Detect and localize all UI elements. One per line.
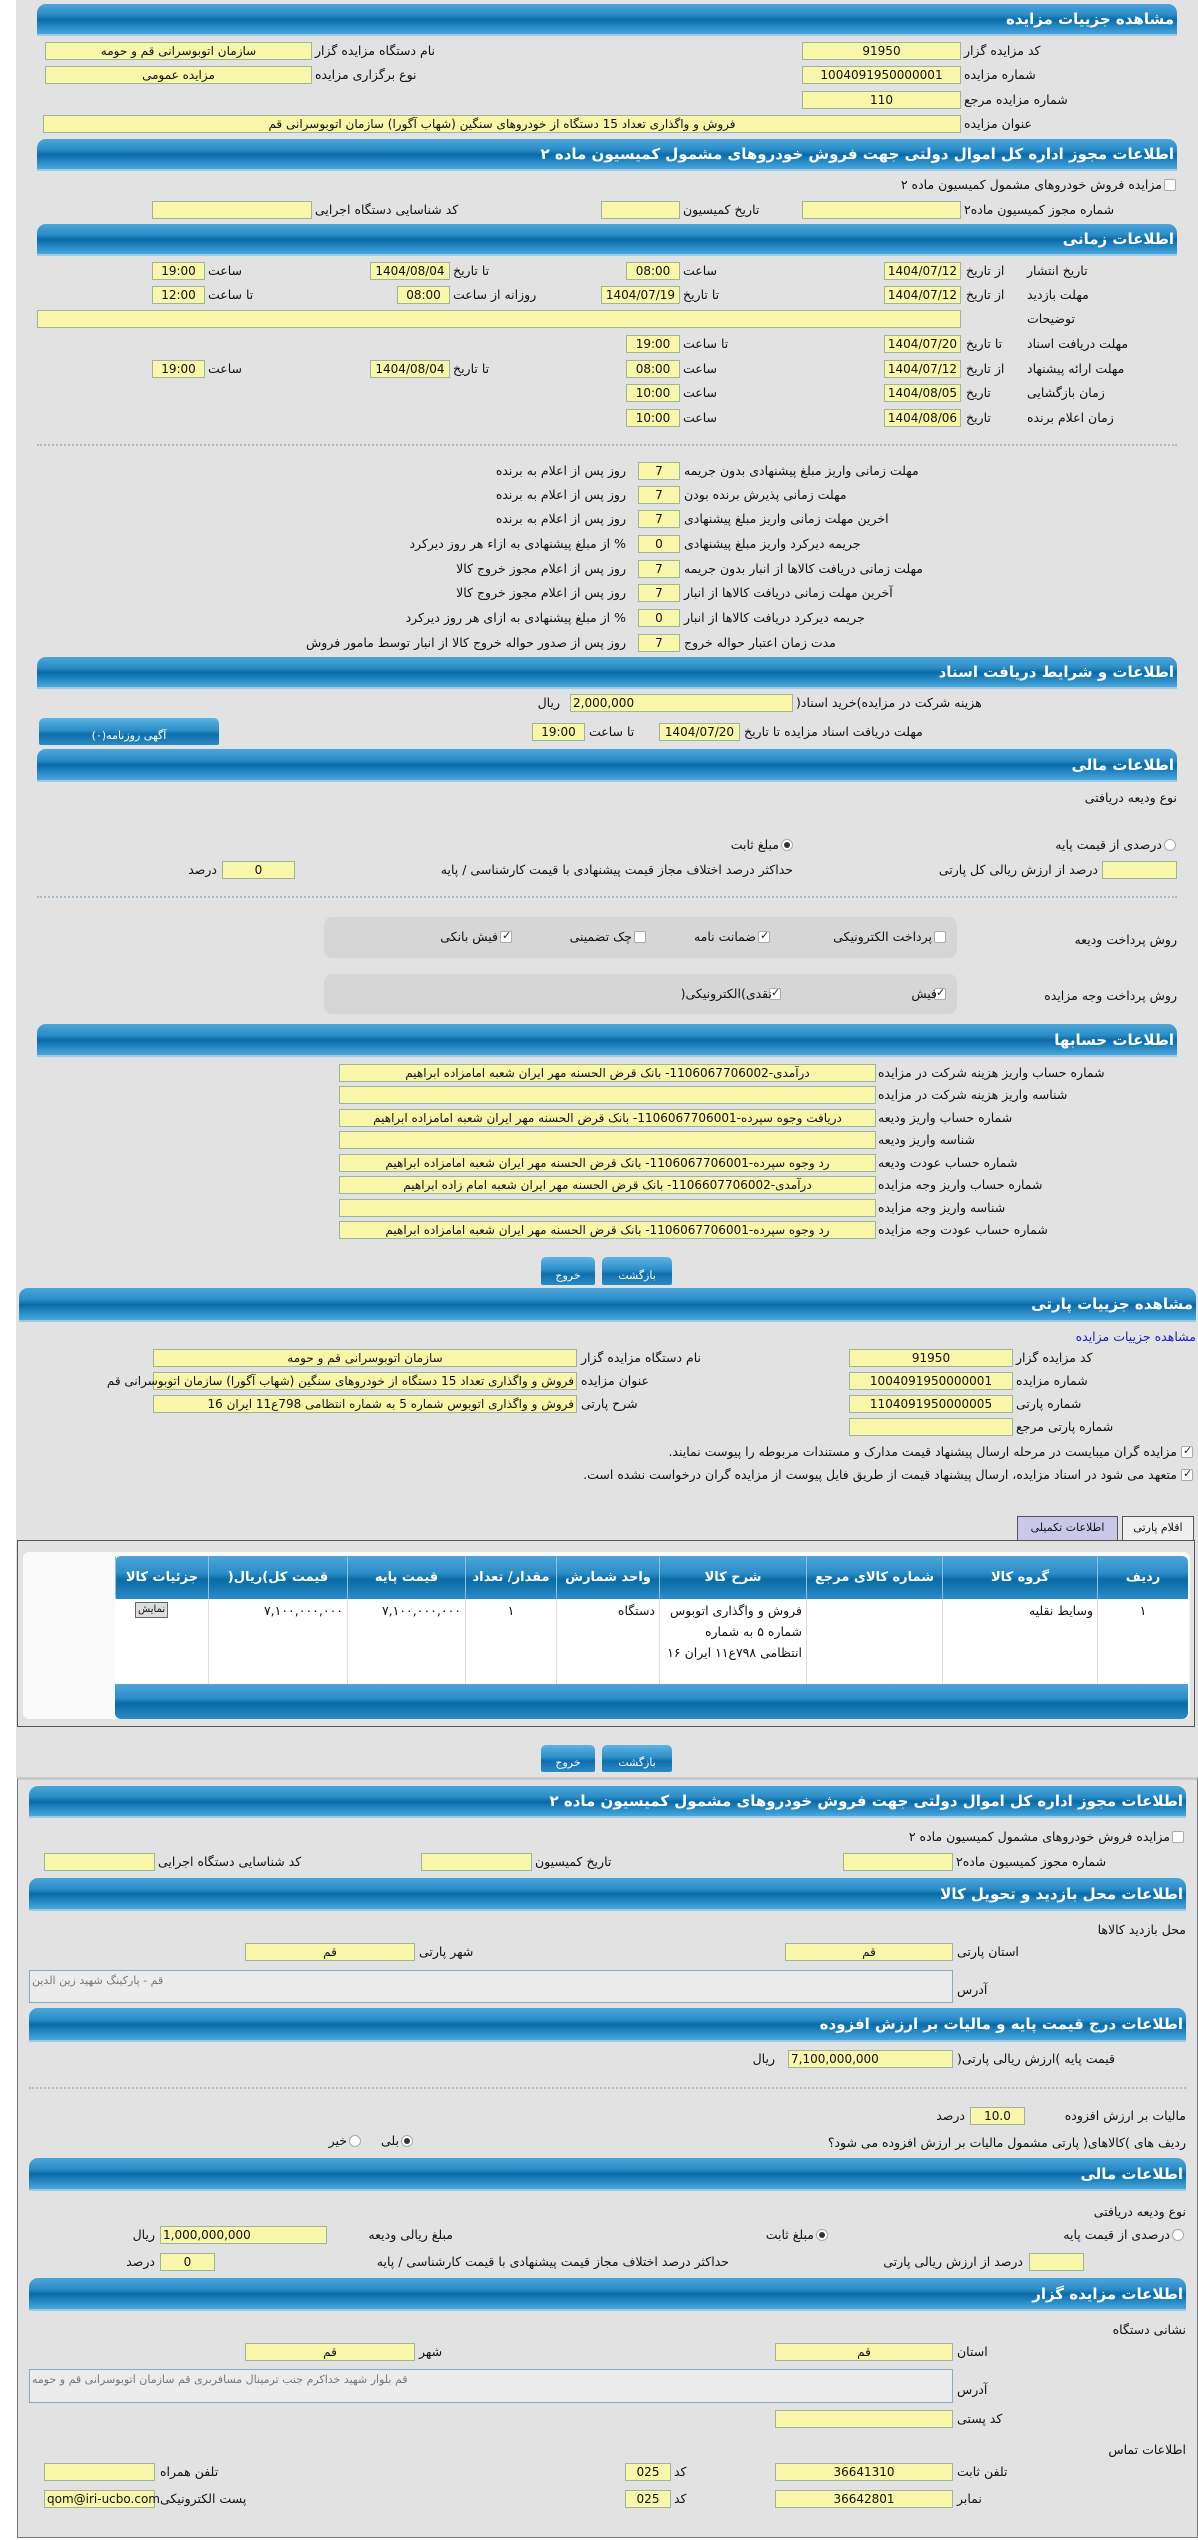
- winner-date[interactable]: 1404/08/06: [884, 409, 961, 427]
- newspaper-ad-button[interactable]: آگهی روزنامه(۰): [39, 718, 219, 745]
- deposit-method-3-label: فیش بانکی: [440, 929, 498, 944]
- visit-label: مهلت بازدید: [1027, 287, 1089, 302]
- lot-auction-title-label: عنوان مزایده: [581, 1373, 649, 1388]
- visit-daily-label: روزانه از ساعت: [453, 287, 537, 302]
- lot-auction-title-field[interactable]: فروش و واگذاری تعداد 15 دستگاه از خودروهای سنگین (شهاب آگورا) سازمان اتوبوسرانی قم: [153, 1372, 577, 1390]
- account-field[interactable]: رد وجوه سپرده-1106067706001- بانک قرض الحسنه مهر ایران شعبه امامزاده ابراهیم: [339, 1221, 876, 1239]
- deposit-method-0-checkbox[interactable]: [934, 931, 946, 943]
- doc-fee-label: هزینه شرکت در مزایده)خرید اسناد(: [796, 695, 982, 710]
- deposit2-percent-field[interactable]: [1029, 2253, 1084, 2271]
- deadline-label: مهلت زمانی پذیرش برنده بودن: [684, 487, 847, 502]
- deadline-suffix: روز پس از اعلام مجوز خروج کالا: [456, 561, 626, 576]
- commission-date-field[interactable]: [601, 201, 680, 219]
- commission-vehicle-sale-checkbox[interactable]: [1164, 179, 1176, 191]
- lot-lot-number-field[interactable]: 1104091950000005: [849, 1395, 1013, 1413]
- commission2-vehicle-sale-checkbox[interactable]: [1172, 1831, 1184, 1843]
- vat-unit: درصد: [936, 2108, 965, 2123]
- phone-code-field[interactable]: 025: [625, 2463, 671, 2481]
- commitment-0-checkbox[interactable]: [1181, 1446, 1193, 1458]
- commission-date-label: تاریخ کمیسیون: [683, 202, 760, 217]
- base-price-field[interactable]: 7,100,000,000: [788, 2050, 953, 2068]
- account-label: شناسه واریز ودیعه: [878, 1132, 975, 1147]
- visit-from-date[interactable]: 1404/07/12: [884, 286, 961, 304]
- publish-from-date[interactable]: 1404/07/12: [884, 262, 961, 280]
- deposit-method-2-label: چک تضمینی: [569, 929, 632, 944]
- auction-details-link[interactable]: مشاهده جزییات مزایده: [1075, 1329, 1196, 1344]
- table-cell-quantity: ۱: [465, 1600, 556, 1684]
- deposit-method-1-label: ضمانت نامه: [693, 929, 756, 944]
- deposit-type-label: نوع ودیعه دریافتی: [1084, 790, 1177, 805]
- auctioneer-name-field[interactable]: سازمان اتوبوسرانی قم و حومه: [45, 42, 312, 60]
- doc-deadline-date[interactable]: 1404/07/20: [659, 723, 740, 741]
- commission2-date-label: تاریخ کمیسیون: [535, 1854, 612, 1869]
- deposit-amount-currency: ریال: [132, 2227, 155, 2242]
- deadline-suffix: روز پس از اعلام به برنده: [495, 487, 626, 502]
- fax-code-label: کد: [674, 2491, 687, 2506]
- header-auctioneer: اطلاعات مزایده گزار: [29, 2278, 1186, 2311]
- mobile-field[interactable]: [44, 2463, 155, 2481]
- commission-permit-field[interactable]: [802, 201, 961, 219]
- opening-date-label: تاریخ: [966, 385, 991, 400]
- visit-daily-from[interactable]: 08:00: [397, 286, 450, 304]
- email-field[interactable]: qom@iri-ucbo.com: [44, 2490, 155, 2508]
- auctioneer-address-label: آدرس: [957, 2382, 988, 2397]
- auctioneer-name-label: نام دستگاه مزایده گزار: [315, 43, 436, 58]
- commission-permit-label: شماره مجوز کمیسیون ماده۲: [964, 202, 1115, 217]
- reference-number-field[interactable]: 110: [802, 91, 961, 109]
- column-header-quantity: مقدار/ تعداد: [465, 1556, 556, 1599]
- deadline-label: جریمه دیرکرد واریز مبلغ پیشنهادی: [684, 536, 861, 551]
- doc-deadline-time[interactable]: 19:00: [532, 723, 585, 741]
- lot-auctioneer-code-label: کد مزایده گزار: [1016, 1350, 1093, 1365]
- publish-to-label: تا تاریخ: [453, 263, 490, 278]
- base-price-currency: ریال: [752, 2051, 775, 2066]
- vat-yes-label: بلی: [380, 2133, 399, 2148]
- fax-code-field[interactable]: 025: [625, 2490, 671, 2508]
- publish-label: تاریخ انتشار: [1027, 263, 1088, 278]
- deadline-field[interactable]: 7: [638, 510, 680, 528]
- winner-label: زمان اعلام برنده: [1027, 410, 1114, 425]
- max-diff2-field[interactable]: 0: [160, 2253, 215, 2271]
- opening-time[interactable]: 10:00: [626, 384, 680, 402]
- deposit-percent-of-label: درصد از ارزش ریالی کل پارتی: [938, 862, 1098, 877]
- lot-auctioneer-code-field[interactable]: 91950: [849, 1349, 1013, 1367]
- column-header-reference-item-number: شماره کالای مرجع: [806, 1556, 942, 1599]
- email-label: پست الکترونیکی: [160, 2491, 247, 2506]
- deadline-label: مهلت زمانی واریز مبلغ پیشنهادی بدون جریمه: [684, 463, 919, 478]
- deposit-method-label: روش پرداخت ودیعه: [1074, 932, 1177, 947]
- description-field[interactable]: [37, 310, 961, 328]
- payment-method-label: روش پرداخت وجه مزایده: [1044, 988, 1177, 1003]
- offer-from-label: از تاریخ: [966, 361, 1005, 376]
- deposit-fixed-label: مبلغ ثابت: [730, 837, 779, 852]
- commission2-agency-code-field[interactable]: [44, 1853, 155, 1871]
- auction-type-field[interactable]: مزایده عمومی: [45, 66, 312, 84]
- payment-method-1-label: نقدی)الکترونیکی(: [680, 986, 772, 1001]
- deposit-method-0-label: پرداخت الکترونیکی: [833, 929, 932, 944]
- lot-lot-description-field[interactable]: فروش و واگذاری اتوبوس شماره 5 به شماره انتظامی 798ع11 ایران 16: [153, 1395, 577, 1413]
- deposit2-percent-of-label: درصد از ارزش ریالی پارتی: [883, 2254, 1023, 2269]
- lot-auction-number-field[interactable]: 1004091950000001: [849, 1372, 1013, 1390]
- header-commission: اطلاعات مجوز اداره کل اموال دولتی جهت فروش خودروهای مشمول کمیسیون ماده ۲: [37, 139, 1177, 171]
- visit-location-subtitle: محل بازدید کالاها: [1097, 1922, 1186, 1937]
- publish-to-time-label: ساعت: [208, 263, 243, 278]
- lot-lot-reference-field[interactable]: [849, 1418, 1013, 1436]
- lot-auction-number-label: شماره مزایده: [1016, 1373, 1088, 1388]
- doc-receive-label: مهلت دریافت اسناد: [1027, 336, 1129, 351]
- deadline-suffix: روز پس از اعلام به برنده: [495, 511, 626, 526]
- deposit-method-1-checkbox[interactable]: [758, 931, 770, 943]
- lot-lot-description-label: شرح پارتی: [581, 1396, 638, 1411]
- table-cell-unit: دستگاه: [556, 1600, 659, 1684]
- table-cell-base-price: ۷,۱۰۰,۰۰۰,۰۰۰: [347, 1600, 465, 1684]
- deadline-label: مهلت زمانی دریافت کالاها از انبار بدون جریمه: [684, 561, 923, 576]
- doc-receive-to-date[interactable]: 1404/07/20: [884, 335, 961, 353]
- visit-province-field[interactable]: قم: [785, 1943, 953, 1961]
- account-label: شماره حساب واریز هزینه شرکت در مزایده: [878, 1065, 1105, 1080]
- offer-to-date[interactable]: 1404/08/04: [370, 360, 450, 378]
- deadline-field[interactable]: 0: [638, 609, 680, 627]
- max-diff-field[interactable]: 0: [222, 861, 295, 879]
- deposit2-fixed-radio[interactable]: [816, 2229, 828, 2241]
- column-header-item-description: شرح کالا: [659, 1556, 806, 1599]
- publish-from-time-label: ساعت: [683, 263, 718, 278]
- account-label: شماره حساب عودت وجه مزایده: [878, 1222, 1048, 1237]
- commission-agency-code-field[interactable]: [152, 201, 312, 219]
- phone-code-label: کد: [674, 2464, 687, 2479]
- doc-receive-to-label: تا تاریخ: [966, 336, 1003, 351]
- vat-no-label: خیر: [328, 2133, 347, 2148]
- show-details-button[interactable]: نمایش: [135, 1602, 168, 1618]
- deposit-percent-radio[interactable]: [1164, 839, 1176, 851]
- opening-time-label: ساعت: [683, 385, 718, 400]
- table-footer: [115, 1684, 1188, 1719]
- header-lot-details: مشاهده جزییات پارتی: [19, 1288, 1196, 1322]
- deadline-field[interactable]: 7: [638, 560, 680, 578]
- offer-from-time-label: ساعت: [683, 361, 718, 376]
- account-field[interactable]: رد وجوه سپرده-1106067706001- بانک قرض الحسنه مهر ایران شعبه امامزاده ابراهیم: [339, 1154, 876, 1172]
- header-finance: اطلاعات مالی: [37, 749, 1177, 782]
- fax-field[interactable]: 36642801: [775, 2490, 953, 2508]
- divider: [37, 896, 1177, 898]
- back-button[interactable]: بازگشت: [602, 1257, 672, 1285]
- table-cell-row-number: ۱: [1097, 1600, 1188, 1684]
- account-field[interactable]: [339, 1199, 876, 1217]
- deadline-field[interactable]: 0: [638, 535, 680, 553]
- opening-date[interactable]: 1404/08/05: [884, 384, 961, 402]
- vat-no-radio[interactable]: [349, 2135, 361, 2147]
- fax-label: نمابر: [957, 2491, 982, 2506]
- column-header-item-group: گروه کالا: [942, 1556, 1097, 1599]
- offer-from-time[interactable]: 08:00: [626, 360, 680, 378]
- deadline-suffix: روز پس از اعلام به برنده: [495, 463, 626, 478]
- deposit-percent-field[interactable]: [1102, 861, 1177, 879]
- deposit-fixed-radio[interactable]: [781, 839, 793, 851]
- max-diff2-unit: درصد: [126, 2254, 155, 2269]
- lot-lot-reference-label: شماره پارتی مرجع: [1016, 1419, 1114, 1434]
- column-header-base-price: قیمت پایه: [347, 1556, 465, 1599]
- account-field[interactable]: [339, 1086, 876, 1104]
- base-price-label: قیمت پایه )ارزش ریالی پارتی(: [957, 2051, 1115, 2066]
- auction-title-label: عنوان مزایده: [964, 116, 1032, 131]
- winner-time[interactable]: 10:00: [626, 409, 680, 427]
- header-timing: اطلاعات زمانی: [37, 224, 1177, 256]
- deadline-label: آخرین مهلت زمانی دریافت کالاها از انبار: [684, 585, 893, 600]
- winner-time-label: ساعت: [683, 410, 718, 425]
- visit-city-field[interactable]: قم: [245, 1943, 415, 1961]
- deadline-suffix: % از مبلغ پیشنهادی به ازاء هر روز دیرکرد: [409, 536, 626, 551]
- auctioneer-code-field[interactable]: 91950: [802, 42, 961, 60]
- visit-province-label: استان پارتی: [957, 1944, 1019, 1959]
- commission2-agency-code-label: کد شناسایی دستگاه اجرایی: [158, 1854, 302, 1869]
- account-label: شماره حساب واریز وجه مزایده: [878, 1177, 1043, 1192]
- deposit2-percent-label: درصدی از قیمت پایه: [1063, 2227, 1170, 2242]
- auctioneer-province-field[interactable]: قم: [775, 2343, 953, 2361]
- auctioneer-address-title: نشانی دستگاه: [1112, 2322, 1186, 2337]
- deposit-method-2-checkbox[interactable]: [634, 931, 646, 943]
- publish-to-time[interactable]: 19:00: [152, 262, 205, 280]
- publish-from-time[interactable]: 08:00: [626, 262, 680, 280]
- description-label: توضیحات: [1027, 311, 1075, 326]
- contact-title: اطلاعات تماس: [1108, 2442, 1186, 2457]
- offer-to-label: تا تاریخ: [453, 361, 490, 376]
- auctioneer-address-field[interactable]: قم بلوار شهید خداکرم جنب ترمینال مسافربری قم سازمان اتوبوسرانی قم و حومه: [29, 2369, 953, 2403]
- divider: [29, 2087, 1186, 2089]
- opening-label: زمان بازگشایی: [1027, 385, 1105, 400]
- doc-deadline-time-label: تا ساعت: [589, 724, 635, 739]
- commission2-date-field[interactable]: [421, 1853, 532, 1871]
- max-diff-unit: درصد: [188, 862, 217, 877]
- doc-fee-field[interactable]: 2,000,000: [570, 694, 793, 712]
- column-header-item-details: جزئیات کالا: [115, 1556, 208, 1599]
- doc-fee-currency: ریال: [537, 695, 560, 710]
- commitment-1-label: متعهد می شود در اسناد مزایده، ارسال پیشنهاد قیمت از طریق فایل پیوست از مزایده گران درخواست نشده است.: [583, 1467, 1177, 1482]
- deadline-label: مدت زمان اعتبار حواله خروج: [684, 635, 836, 650]
- reference-number-label: شماره مزایده مرجع: [964, 92, 1068, 107]
- deposit-method-3-checkbox[interactable]: [500, 931, 512, 943]
- deposit-percent-label: درصدی از قیمت پایه: [1055, 837, 1162, 852]
- auction-number-field[interactable]: 1004091950000001: [802, 66, 961, 84]
- table-cell-reference-item-number: [806, 1600, 942, 1684]
- offer-from-date[interactable]: 1404/07/12: [884, 360, 961, 378]
- vat-label: مالیات بر ارزش افزوده: [1064, 2108, 1186, 2123]
- auction-type-label: نوع برگزاری مزایده: [315, 67, 417, 82]
- visit-to-label: تا تاریخ: [683, 287, 720, 302]
- table-cell-total-price: ۷,۱۰۰,۰۰۰,۰۰۰: [208, 1600, 347, 1684]
- column-header-total-price: قیمت کل)ریال(: [208, 1556, 347, 1599]
- visit-city-label: شهر پارتی: [419, 1944, 474, 1959]
- tab-lot-items[interactable]: اقلام پارتی: [1122, 1516, 1194, 1541]
- vat-question: ردیف های )کالاهای( پارتی مشمول مالیات بر ارزش افزوده می شود؟: [827, 2135, 1186, 2150]
- column-header-row-number: ردیف: [1097, 1556, 1188, 1599]
- account-field[interactable]: [339, 1131, 876, 1149]
- max-diff-label: حداکثر درصد اختلاف مجاز قیمت پیشنهادی با قیمت کارشناسی / پایه: [440, 862, 793, 877]
- deposit-type-label: نوع ودیعه دریافتی: [1093, 2204, 1186, 2219]
- offer-to-time[interactable]: 19:00: [152, 360, 205, 378]
- deposit2-percent-radio[interactable]: [1172, 2229, 1184, 2241]
- commission2-vehicle-sale-label: مزایده فروش خودروهای مشمول کمیسیون ماده ۲: [908, 1829, 1170, 1844]
- header-accounts: اطلاعات حسابها: [37, 1024, 1177, 1057]
- winner-date-label: تاریخ: [966, 410, 991, 425]
- tab-extra-info[interactable]: اطلاعات تکمیلی: [1017, 1516, 1118, 1541]
- mobile-label: تلفن همراه: [160, 2464, 219, 2479]
- account-field[interactable]: دریافت وجوه سپرده-1106067706001- بانک قرض الحسنه مهر ایران شعبه امامزاده ابراهیم: [339, 1109, 876, 1127]
- deadline-label: جریمه دیرکرد دریافت کالاها از انبار: [684, 610, 865, 625]
- commission-agency-code-label: کد شناسایی دستگاه اجرایی: [315, 202, 459, 217]
- visit-from-label: از تاریخ: [966, 287, 1005, 302]
- deadline-field[interactable]: 7: [638, 462, 680, 480]
- deadline-label: اخرین مهلت زمانی واریز مبلغ پیشنهادی: [684, 511, 889, 526]
- header-auction-details: مشاهده جزییات مزایده: [37, 4, 1177, 36]
- deadline-suffix: % از مبلغ پیشنهادی به ازای هر روز دیرکرد: [405, 610, 626, 625]
- exit-button[interactable]: خروج: [541, 1745, 595, 1772]
- header-commission2: اطلاعات مجوز اداره کل اموال دولتی جهت فروش خودروهای مشمول کمیسیون ماده ۲: [29, 1786, 1186, 1818]
- column-header-unit: واحد شمارش: [556, 1556, 659, 1599]
- deadline-field[interactable]: 7: [638, 486, 680, 504]
- max-diff2-label: حداکثر درصد اختلاف مجاز قیمت پیشنهادی با قیمت کارشناسی / پایه: [376, 2254, 729, 2269]
- lot-auctioneer-name-field[interactable]: سازمان اتوبوسرانی قم و حومه: [153, 1349, 577, 1367]
- visit-to-time-label: تا ساعت: [208, 287, 254, 302]
- visit-to-time[interactable]: 12:00: [152, 286, 205, 304]
- phone-label: تلفن ثابت: [957, 2464, 1008, 2479]
- visit-address-field[interactable]: قم - پارکینگ شهید زین الدین: [29, 1970, 953, 2003]
- lot-lot-number-label: شماره پارتی: [1016, 1396, 1082, 1411]
- deadline-field[interactable]: 7: [638, 634, 680, 652]
- header-visit-location: اطلاعات محل بازدید و تحویل کالا: [29, 1878, 1186, 1911]
- payment-method-group: [324, 974, 957, 1014]
- account-label: شماره حساب واریز ودیعه: [878, 1110, 1013, 1125]
- commission-vehicle-sale-label: مزایده فروش خودروهای مشمول کمیسیون ماده ۲: [900, 177, 1162, 192]
- auctioneer-code-label: کد مزایده گزار: [964, 43, 1041, 58]
- header-documents: اطلاعات و شرایط دریافت اسناد: [37, 657, 1177, 689]
- offer-to-time-label: ساعت: [208, 361, 243, 376]
- auctioneer-city-field[interactable]: قم: [245, 2343, 415, 2361]
- postal-code-field[interactable]: [775, 2410, 953, 2428]
- auctioneer-city-label: شهر: [419, 2344, 443, 2359]
- visit-to-date[interactable]: 1404/07/19: [601, 286, 680, 304]
- phone-field[interactable]: 36641310: [775, 2463, 953, 2481]
- header-finance2: اطلاعات مالی: [29, 2158, 1186, 2191]
- account-label: شناسه واریز وجه مزایده: [878, 1200, 1006, 1215]
- doc-deadline-label: مهلت دریافت اسناد مزایده تا تاریخ: [744, 724, 923, 739]
- auctioneer-province-label: استان: [957, 2344, 988, 2359]
- vat-field[interactable]: 10.0: [970, 2107, 1025, 2125]
- account-field[interactable]: درآمدی-1106067706002- بانک قرض الحسنه مهر ایران شعبه امامزاده ابراهیم: [339, 1064, 876, 1082]
- account-field[interactable]: درآمدی-1106607706002- بانک قرض الحسنه مهر ایران شعبه امام زاده ابراهیم: [339, 1176, 876, 1194]
- publish-to-date[interactable]: 1404/08/04: [370, 262, 450, 280]
- deposit2-fixed-label: مبلغ ثابت: [765, 2227, 814, 2242]
- commitment-1-checkbox[interactable]: [1181, 1469, 1193, 1481]
- postal-code-label: کد پستی: [957, 2411, 1003, 2426]
- deposit-amount-field[interactable]: 1,000,000,000: [160, 2226, 327, 2244]
- deadline-suffix: روز پس از اعلام مجوز خروج کالا: [456, 585, 626, 600]
- doc-receive-time-label: تا ساعت: [683, 336, 729, 351]
- commitment-0-label: مزایده گران میبایست در مرحله ارسال پیشنهاد قیمت مدارک و مستندات مربوطه را پیوست نمایند.: [668, 1444, 1177, 1459]
- publish-from-label: از تاریخ: [966, 263, 1005, 278]
- commission2-permit-label: شماره مجوز کمیسیون ماده۲: [956, 1854, 1107, 1869]
- account-label: شماره حساب عودت ودیعه: [878, 1155, 1018, 1170]
- vat-yes-radio[interactable]: [401, 2135, 413, 2147]
- commission2-permit-field[interactable]: [843, 1853, 953, 1871]
- deadline-suffix: روز پس از صدور حواله خروج کالا از انبار توسط مامور فروش: [306, 635, 626, 650]
- header-pricing: اطلاعات درج قیمت پایه و مالیات بر ارزش افزوده: [29, 2008, 1186, 2042]
- account-label: شناسه واریز هزینه شرکت در مزایده: [878, 1087, 1068, 1102]
- deposit-amount-label: مبلغ ریالی ودیعه: [368, 2227, 453, 2242]
- offer-label: مهلت ارائه پیشنهاد: [1027, 361, 1125, 376]
- table-cell-item-group: وسایط نقلیه: [942, 1600, 1097, 1684]
- back-button[interactable]: بازگشت: [602, 1745, 672, 1772]
- divider: [37, 444, 1177, 446]
- lot-auctioneer-name-label: نام دستگاه مزایده گزار: [581, 1350, 702, 1365]
- exit-button[interactable]: خروج: [541, 1257, 595, 1285]
- payment-method-0-label: فیش: [911, 986, 937, 1001]
- doc-receive-to-time[interactable]: 19:00: [626, 335, 680, 353]
- visit-address-label: آدرس: [957, 1982, 988, 1997]
- deadline-field[interactable]: 7: [638, 584, 680, 602]
- auction-number-label: شماره مزایده: [964, 67, 1036, 82]
- auction-title-field[interactable]: فروش و واگذاری تعداد 15 دستگاه از خودروهای سنگین (شهاب آگورا) سازمان اتوبوسرانی قم: [43, 115, 961, 133]
- table-cell-item-description: فروش و واگذاری اتوبوس شماره ۵ به شماره انتظامی ۷۹۸ع۱۱ ایران ۱۶: [659, 1600, 806, 1684]
